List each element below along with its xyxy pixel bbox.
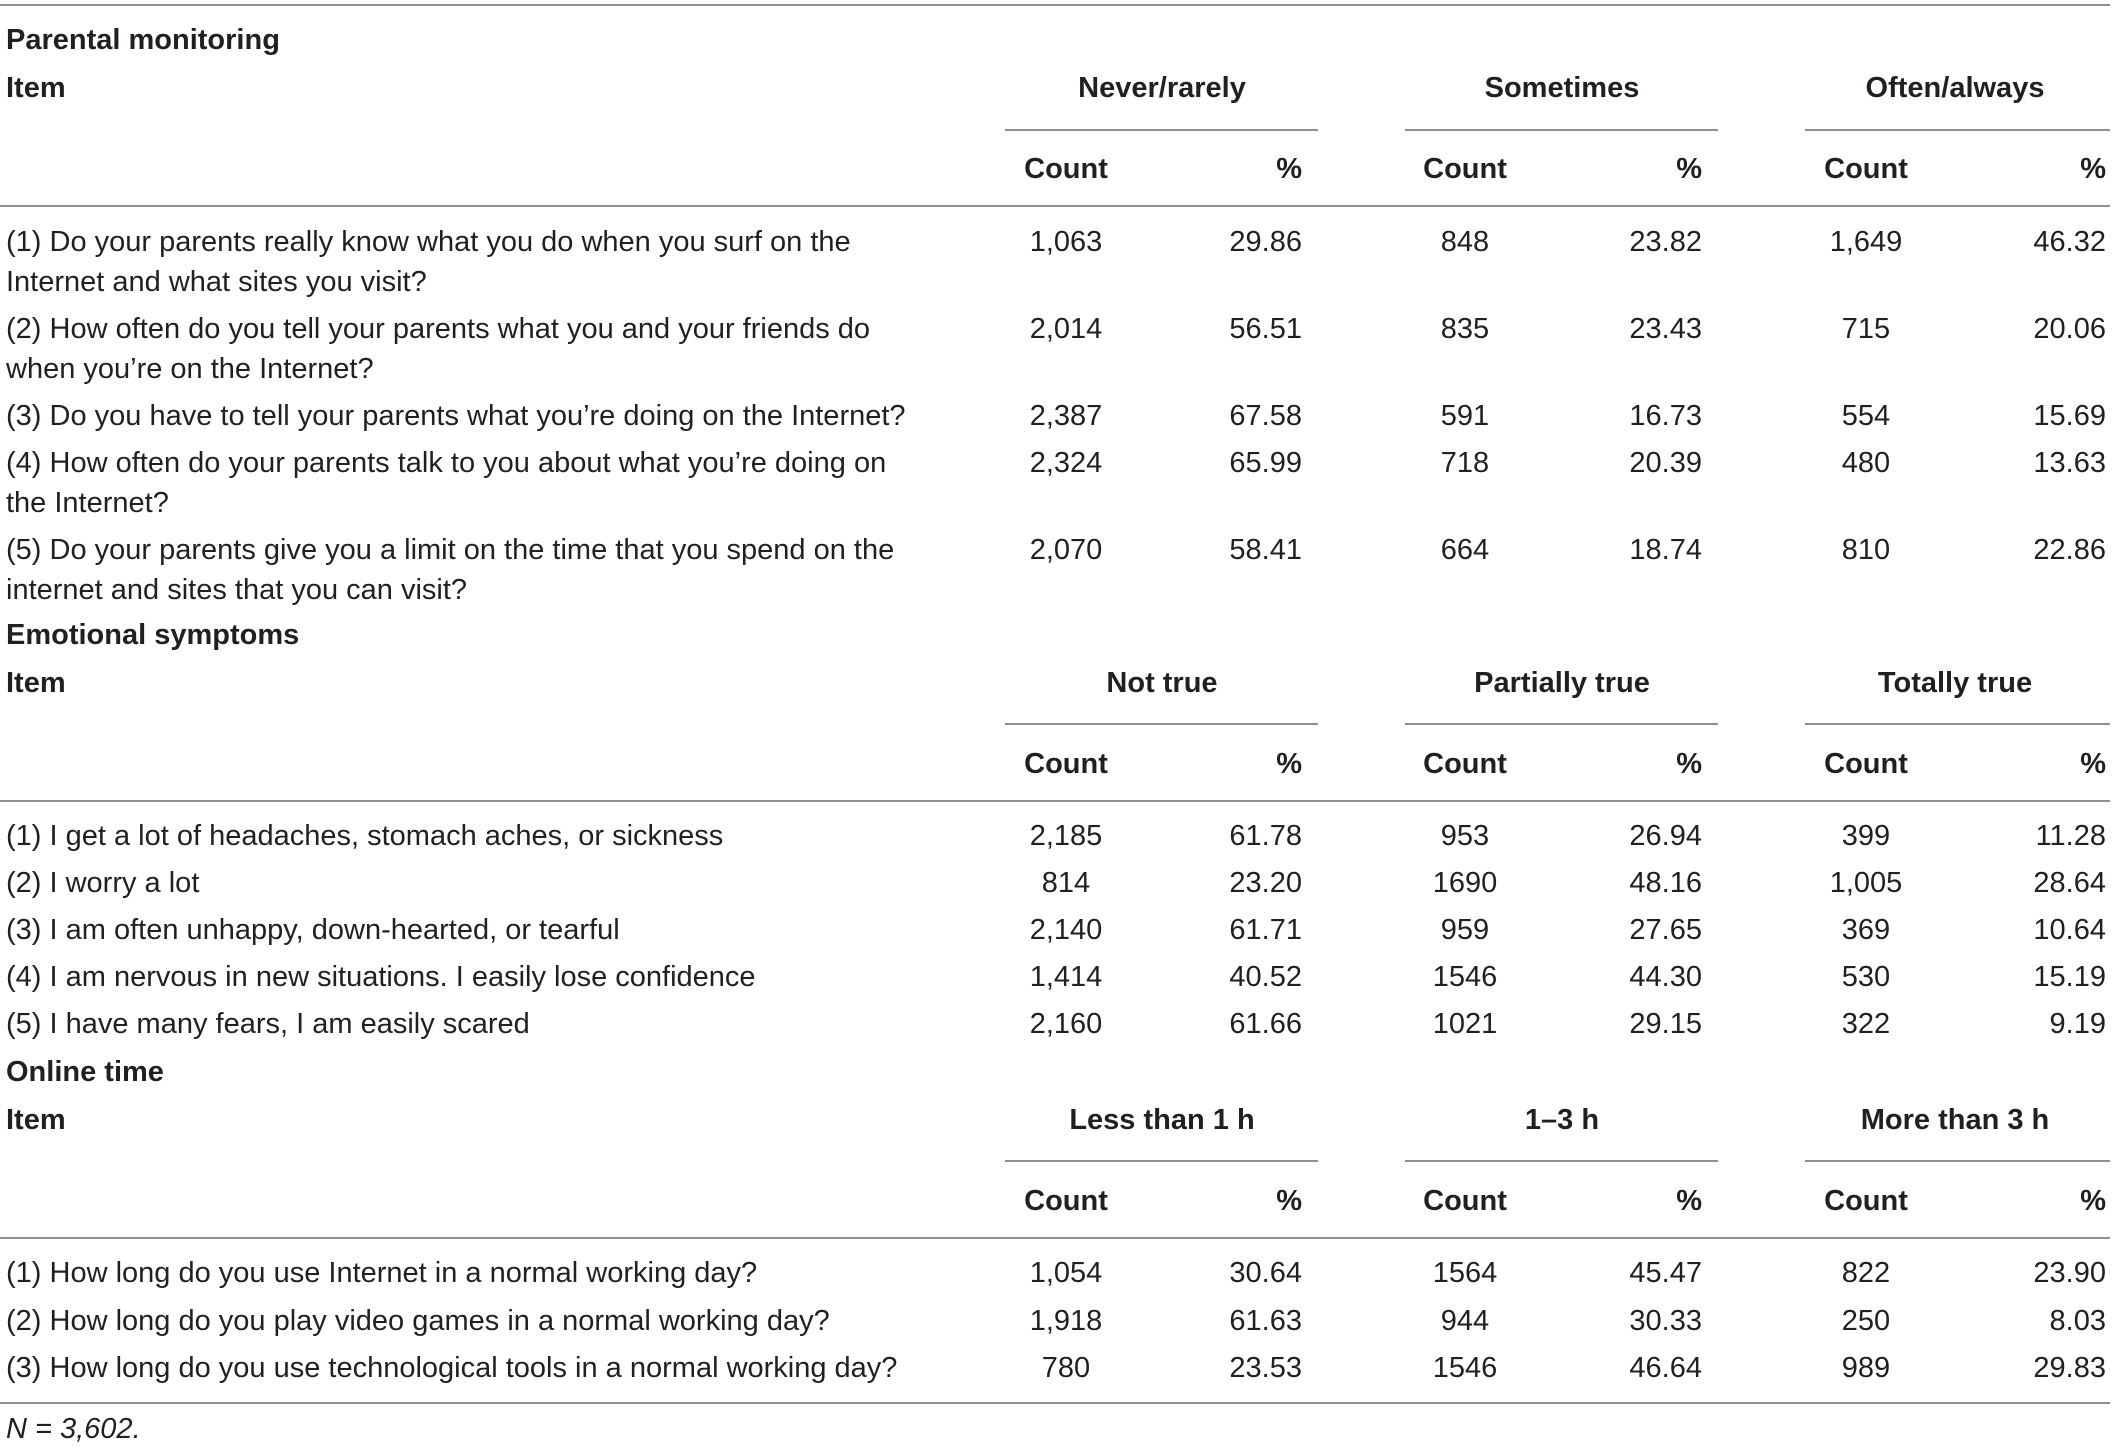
percent-column-header: %	[1276, 1185, 1302, 1217]
count-cell: 2,140	[1029, 914, 1103, 946]
item-text: (2) I worry a lot	[6, 867, 200, 899]
count-column-header: Count	[1024, 748, 1108, 780]
section-header-rule	[0, 1237, 2110, 1239]
percent-cell: 29.86	[1229, 226, 1302, 258]
count-cell: 369	[1841, 914, 1891, 946]
item-column-header: Item	[6, 1104, 66, 1136]
percent-cell: 23.43	[1629, 313, 1702, 345]
count-cell: 1,649	[1829, 226, 1903, 258]
section-title: Emotional symptoms	[6, 619, 300, 651]
response-group-header: Never/rarely	[1078, 72, 1246, 104]
count-cell: 664	[1440, 534, 1490, 566]
item-text: (1) I get a lot of headaches, stomach aches, or sickness	[6, 820, 724, 852]
count-cell: 530	[1841, 961, 1891, 993]
count-column-header: Count	[1423, 1185, 1507, 1217]
table-bottom-rule	[0, 1402, 2110, 1404]
section-title: Parental monitoring	[6, 24, 280, 56]
count-cell: 953	[1440, 820, 1490, 852]
count-cell: 810	[1841, 534, 1891, 566]
count-cell: 1,063	[1029, 226, 1103, 258]
item-text: (3) How long do you use technological tools in a normal working day?	[6, 1352, 898, 1384]
group-header-rule	[1405, 723, 1718, 725]
percent-column-header: %	[1676, 748, 1702, 780]
percent-cell: 20.39	[1629, 447, 1702, 479]
section-header-rule	[0, 205, 2110, 207]
count-cell: 591	[1440, 400, 1490, 432]
count-cell: 2,070	[1029, 534, 1103, 566]
section-title: Online time	[6, 1056, 164, 1088]
count-cell: 944	[1440, 1305, 1490, 1337]
percent-cell: 44.30	[1629, 961, 1702, 993]
table-footnote: N = 3,602.	[6, 1413, 141, 1445]
count-cell: 814	[1041, 867, 1091, 899]
percent-column-header: %	[1276, 153, 1302, 185]
count-cell: 959	[1440, 914, 1490, 946]
count-cell: 1,918	[1029, 1305, 1103, 1337]
response-group-header: More than 3 h	[1860, 1104, 2050, 1136]
group-header-rule	[1805, 723, 2110, 725]
percent-cell: 28.64	[2033, 867, 2106, 899]
count-cell: 2,160	[1029, 1008, 1103, 1040]
count-cell: 718	[1440, 447, 1490, 479]
percent-cell: 26.94	[1629, 820, 1702, 852]
percent-cell: 61.71	[1229, 914, 1302, 946]
percent-cell: 30.33	[1629, 1305, 1702, 1337]
item-column-header: Item	[6, 667, 66, 699]
count-column-header: Count	[1824, 153, 1908, 185]
percent-cell: 8.03	[2049, 1305, 2106, 1337]
count-column-header: Count	[1024, 1185, 1108, 1217]
response-group-header: Partially true	[1474, 667, 1650, 699]
percent-cell: 23.82	[1629, 226, 1702, 258]
percent-cell: 23.20	[1229, 867, 1302, 899]
count-cell: 1,414	[1029, 961, 1103, 993]
item-text: (3) I am often unhappy, down-hearted, or tearful	[6, 914, 620, 946]
count-cell: 480	[1841, 447, 1891, 479]
percent-cell: 46.64	[1629, 1352, 1702, 1384]
response-group-header: 1–3 h	[1524, 1104, 1600, 1136]
percent-cell: 10.64	[2033, 914, 2106, 946]
percent-cell: 15.69	[2033, 400, 2106, 432]
group-header-rule	[1005, 129, 1318, 131]
percent-cell: 45.47	[1629, 1257, 1702, 1289]
percent-cell: 9.19	[2049, 1008, 2106, 1040]
percent-column-header: %	[2080, 153, 2106, 185]
item-text: (5) I have many fears, I am easily scared	[6, 1008, 530, 1040]
percent-column-header: %	[1276, 748, 1302, 780]
percent-cell: 58.41	[1229, 534, 1302, 566]
count-cell: 2,014	[1029, 313, 1103, 345]
item-text: (2) How often do you tell your parents what you and your friends do when you’re on the Internet?	[6, 313, 871, 385]
item-text: (3) Do you have to tell your parents what you’re doing on the Internet?	[6, 400, 906, 432]
group-header-rule	[1805, 1160, 2110, 1162]
percent-cell: 30.64	[1229, 1257, 1302, 1289]
percent-cell: 22.86	[2033, 534, 2106, 566]
response-group-header: Less than 1 h	[1069, 1104, 1255, 1136]
percent-cell: 29.15	[1629, 1008, 1702, 1040]
percent-cell: 61.78	[1229, 820, 1302, 852]
percent-cell: 67.58	[1229, 400, 1302, 432]
section-header-rule	[0, 800, 2110, 802]
group-header-rule	[1805, 129, 2110, 131]
item-text: (2) How long do you play video games in a normal working day?	[6, 1305, 830, 1337]
count-column-header: Count	[1024, 153, 1108, 185]
count-cell: 989	[1841, 1352, 1891, 1384]
count-cell: 1546	[1432, 1352, 1498, 1384]
response-group-header: Often/always	[1865, 72, 2045, 104]
group-header-rule	[1405, 129, 1718, 131]
count-column-header: Count	[1824, 748, 1908, 780]
count-cell: 250	[1841, 1305, 1891, 1337]
count-cell: 715	[1841, 313, 1891, 345]
item-column-header: Item	[6, 72, 66, 104]
item-text: (4) I am nervous in new situations. I easily lose confidence	[6, 961, 756, 993]
item-text: (1) How long do you use Internet in a normal working day?	[6, 1257, 758, 1289]
table-top-rule	[0, 4, 2110, 6]
count-column-header: Count	[1423, 153, 1507, 185]
count-cell: 399	[1841, 820, 1891, 852]
count-cell: 1564	[1432, 1257, 1498, 1289]
item-text: (1) Do your parents really know what you do when you surf on the Internet and what sites you visit?	[6, 226, 851, 298]
count-cell: 780	[1041, 1352, 1091, 1384]
count-cell: 2,387	[1029, 400, 1103, 432]
response-group-header: Not true	[1106, 667, 1218, 699]
percent-cell: 61.66	[1229, 1008, 1302, 1040]
percent-cell: 23.53	[1229, 1352, 1302, 1384]
percent-cell: 46.32	[2033, 226, 2106, 258]
percent-cell: 23.90	[2033, 1257, 2106, 1289]
percent-cell: 16.73	[1629, 400, 1702, 432]
percent-cell: 20.06	[2033, 313, 2106, 345]
count-cell: 554	[1841, 400, 1891, 432]
percent-column-header: %	[2080, 1185, 2106, 1217]
count-cell: 322	[1841, 1008, 1891, 1040]
percent-column-header: %	[2080, 748, 2106, 780]
percent-cell: 65.99	[1229, 447, 1302, 479]
count-cell: 1021	[1432, 1008, 1498, 1040]
count-cell: 822	[1841, 1257, 1891, 1289]
percent-column-header: %	[1676, 1185, 1702, 1217]
count-cell: 1,054	[1029, 1257, 1103, 1289]
count-cell: 2,185	[1029, 820, 1103, 852]
item-text: (5) Do your parents give you a limit on the time that you spend on the internet and sites that you can visit?	[6, 534, 895, 606]
percent-cell: 18.74	[1629, 534, 1702, 566]
count-cell: 2,324	[1029, 447, 1103, 479]
percent-cell: 48.16	[1629, 867, 1702, 899]
percent-cell: 27.65	[1629, 914, 1702, 946]
group-header-rule	[1005, 1160, 1318, 1162]
percent-cell: 29.83	[2033, 1352, 2106, 1384]
count-cell: 848	[1440, 226, 1490, 258]
group-header-rule	[1005, 723, 1318, 725]
percent-cell: 15.19	[2033, 961, 2106, 993]
percent-cell: 13.63	[2033, 447, 2106, 479]
group-header-rule	[1405, 1160, 1718, 1162]
count-cell: 1,005	[1829, 867, 1903, 899]
percent-cell: 11.28	[2035, 820, 2106, 852]
percent-cell: 61.63	[1229, 1305, 1302, 1337]
response-group-header: Sometimes	[1484, 72, 1640, 104]
count-cell: 835	[1440, 313, 1490, 345]
item-text: (4) How often do your parents talk to you about what you’re doing on the Internet?	[6, 447, 887, 519]
count-column-header: Count	[1824, 1185, 1908, 1217]
count-column-header: Count	[1423, 748, 1507, 780]
percent-cell: 40.52	[1229, 961, 1302, 993]
response-group-header: Totally true	[1877, 667, 2033, 699]
percent-column-header: %	[1676, 153, 1702, 185]
percent-cell: 56.51	[1229, 313, 1302, 345]
count-cell: 1546	[1432, 961, 1498, 993]
count-cell: 1690	[1432, 867, 1498, 899]
